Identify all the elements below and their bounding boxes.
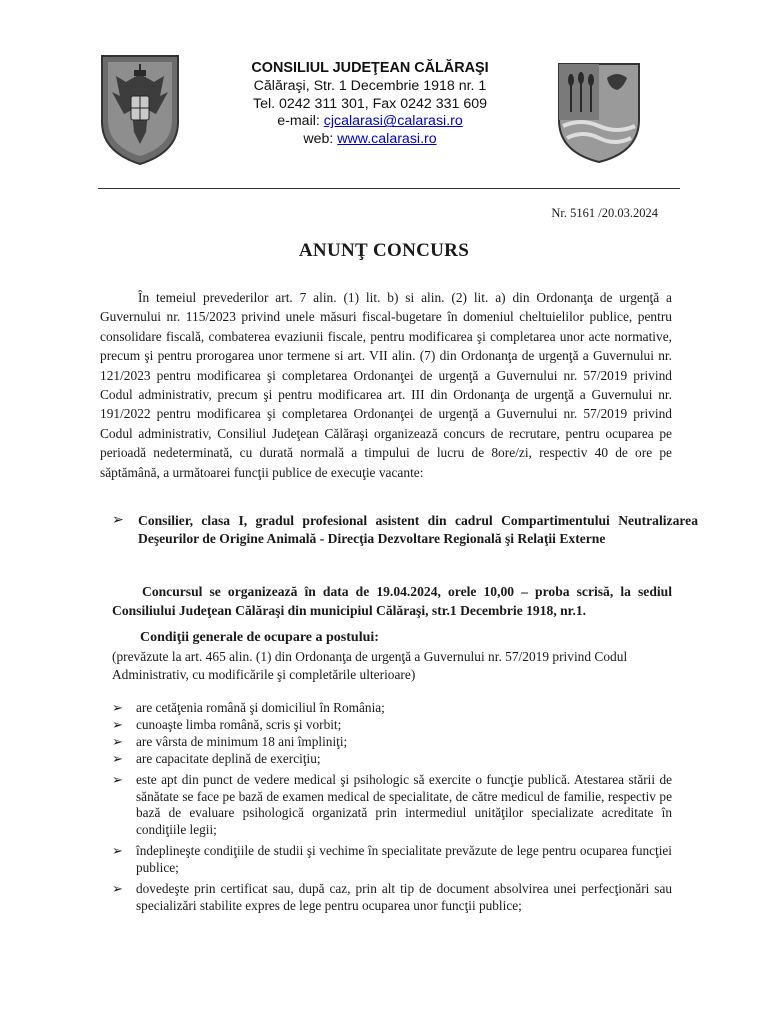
arrow-bullet-icon: ➢ (112, 843, 123, 859)
list-item (112, 881, 672, 915)
list-item (112, 700, 672, 717)
list-item-text: are vârsta de minimum 18 ani împliniţi; (136, 733, 348, 749)
arrow-bullet-icon: ➢ (112, 513, 124, 528)
intro-paragraph: În temeiul prevederilor art. 7 alin. (1) lit. b) si alin. (2) lit. a) din Ordonanţa de urgenţă a Guvernului nr. 115/2023 privind unele măsuri fiscal-bugetare în domeniul cheltuielilor publice, pentru consolidare fiscală, combaterea evaziunii fiscale, pentru modificarea şi completarea unor acte normative, precum şi pentru prorogarea unor termene si art. VII alin. (7) din Ordonanţa de urgenţă a Guvernului nr. 121/2023 pentru modificarea şi completarea Ordonanţei de urgenţă a Guvernului nr. 57/2019 privind Codul administrativ, precum şi pentru modificarea art. III din Ordonanţa de urgenţă a Guvernului nr. 191/2022 pentru modificarea şi completarea Ordonanţei de urgenţă a Guvernului nr. 57/2019 privind Codul administrativ, Consiliul Judeţean Călăraşi organizează concurs de recrutare, pentru ocuparea pe perioadă nedeterminată, cu durată normală a timpului de lucru de 8ore/zi, respectiv 40 de ore pe săptămână, a următoarei funcţii publice de execuţie vacante: (100, 290, 672, 480)
position-text: Consilier, clasa I, gradul profesional asistent din cadrul Compartimentului Neutralizarea Deşeurilor de Origine Animală - Direcţia Dezvoltare Regională şi Relaţii Externe (138, 513, 698, 546)
list-item (112, 843, 672, 877)
address-line: Călăraşi, Str. 1 Decembrie 1918 nr. 1 (253, 77, 487, 94)
list-item-text: are capacitate deplină de exerciţiu; (136, 750, 321, 766)
registration-number: Nr. 5161 /20.03.2024 (551, 206, 658, 220)
page-title: ANUNŢ CONCURS (298, 240, 470, 261)
email-link[interactable]: cjcalarasi@calarasi.ro (323, 113, 463, 130)
list-item (112, 717, 672, 734)
arrow-bullet-icon: ➢ (112, 771, 123, 787)
email-label: e-mail: (277, 113, 324, 130)
phone-line: Tel. 0242 311 301, Fax 0242 331 609 (252, 95, 487, 112)
list-item-text: are cetăţenia română şi domiciliul în România; (136, 700, 385, 715)
web-link[interactable]: www.calarasi.ro (337, 131, 437, 148)
web-label: web: (303, 131, 338, 148)
list-item-text: cunoaşte limba română, scris şi vorbit; (136, 716, 342, 732)
list-item (112, 734, 672, 751)
calarasi-county-coat-of-arms-icon (555, 60, 643, 164)
conditions-title: Condiţii generale de ocupare a postului: (140, 630, 379, 645)
list-item-text: dovedeşte prin certificat sau, după caz, prin alt tip de document absolvirea unei perfecţionări sau specializări stabilite expres de lege pentru ocuparea unor funcţii publice; (136, 881, 672, 913)
conditions-note: (prevăzute la art. 465 alin. (1) din Ordonanţa de urgenţă a Guvernului nr. 57/2019 privind Codul Administrativ, cu modificările şi completările ulterioare) (112, 649, 628, 682)
list-item-text: este apt din punct de vedere medical şi psihologic să exercite o funcţie publică. Atestarea stării de sănătate se face pe bază de examen medical de specialitate, de către medicul de familie, respectiv pe bază de evaluare psihologică organizată prin intermediul unităţilor specializate acreditate în condiţiile legii; (136, 771, 672, 838)
exam-info-paragraph: Concursul se organizează în data de 19.04.2024, orele 10,00 – proba scrisă, la sediul Consiliului Judeţean Călăraşi din municipiul Călăraşi, str.1 Decembrie 1918, nr.1. (112, 584, 672, 618)
arrow-bullet-icon: ➢ (112, 733, 123, 749)
arrow-bullet-icon: ➢ (112, 716, 123, 732)
arrow-bullet-icon: ➢ (112, 750, 123, 766)
list-item (112, 772, 672, 840)
conditions-list (112, 700, 672, 915)
email-line (200, 113, 540, 131)
arrow-bullet-icon: ➢ (112, 700, 123, 715)
arrow-bullet-icon: ➢ (112, 881, 123, 897)
web-line (200, 131, 540, 149)
list-item-text: îndeplineşte condiţiile de studii şi vechime în specialitate prevăzute de lege pentru ocuparea funcţiei publice; (136, 843, 672, 876)
list-item (112, 751, 672, 768)
header-divider (98, 188, 680, 189)
position-item (112, 512, 698, 547)
organization-name: CONSILIUL JUDEŢEAN CĂLĂRAŞI (251, 60, 489, 76)
letterhead (200, 60, 540, 149)
romania-coat-of-arms-icon (98, 52, 182, 166)
